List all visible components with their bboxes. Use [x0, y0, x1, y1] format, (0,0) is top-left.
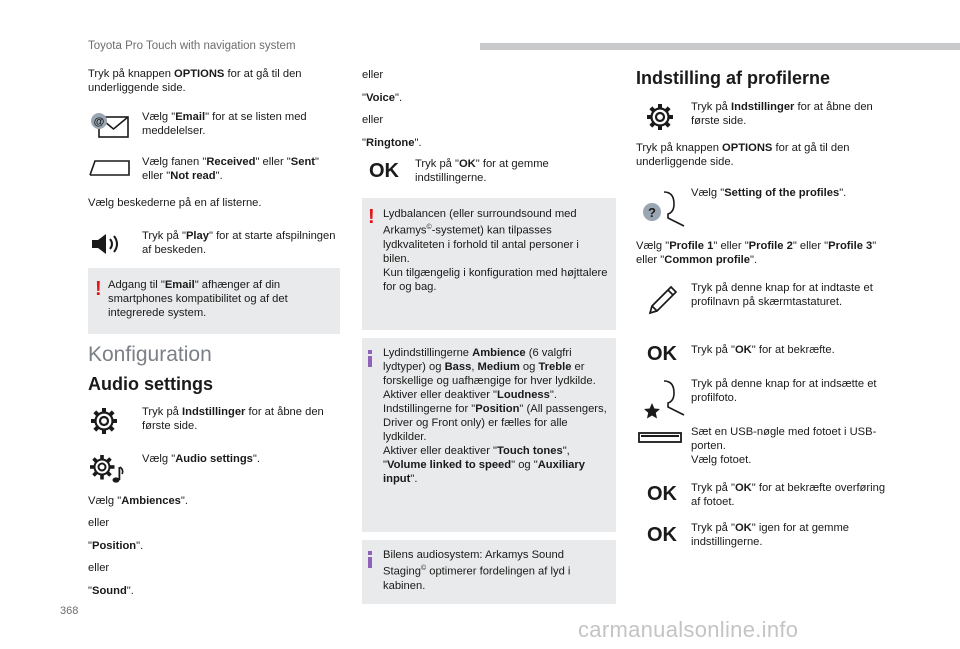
or-text: eller: [362, 114, 384, 126]
tab-instruction: Vælg fanen "Received" eller "Sent" eller "Not read".: [142, 156, 319, 182]
options-instruction: Tryk på knappen OPTIONS for at gå til den underliggende side.: [88, 68, 302, 94]
voice-option: "Voice".: [362, 92, 403, 104]
pencil-icon: [646, 283, 680, 317]
or-text: eller: [362, 69, 384, 81]
header-bar: [480, 43, 960, 50]
ok-icon: OK: [647, 343, 677, 365]
email-instruction: Vælg "Email" for at se listen med meddelelser.: [142, 111, 307, 137]
ok-save-profile-instruction: Tryk på "OK" igen for at gemme indstillingerne.: [691, 522, 849, 548]
pencil-instruction: Tryk på denne knap for at indtaste et profilnavn på skærmtastaturet.: [691, 282, 873, 308]
ok-icon: OK: [647, 524, 677, 546]
svg-text:@: @: [93, 116, 105, 128]
ok-icon: OK: [369, 160, 399, 182]
gear-icon: [646, 103, 674, 131]
position-option: "Position".: [88, 540, 144, 552]
warning-icon: !: [95, 278, 102, 300]
email-icon: [90, 112, 130, 140]
warning-icon: !: [368, 206, 375, 228]
email-warning-text: Adgang til "Email" afhænger af din smartphones kompatibilitet og af det integrerede system.: [108, 279, 288, 319]
section-heading-profiles: Indstilling af profilerne: [636, 68, 831, 88]
photo-instruction: Tryk på denne knap for at indsætte et profilfoto.: [691, 378, 877, 404]
usb-instruction: Sæt en USB-nøgle med fotoet i USB-porten. Vælg fotoet.: [691, 426, 877, 466]
tab-icon: [89, 159, 131, 177]
section-heading-konfiguration: Konfiguration: [88, 343, 212, 366]
profile-star-icon: [640, 377, 688, 421]
profile-settings-instruction: Tryk på Indstillinger for at åbne den første side.: [691, 101, 873, 127]
settings-instruction: Tryk på Indstillinger for at åbne den første side.: [142, 406, 324, 432]
svg-text:?: ?: [648, 205, 656, 220]
audio-info-text: Lydindstillingerne Ambience (6 valgfri lydtyper) og Bass, Medium og Treble er forskellige og uafhængige for hver lydkilde. Aktiver eller deaktiver "Loudness". Indstillingerne for "Position" (All passengers, Driver og Front only) er fælles for alle lydkilder. Aktiver eller deaktiver "Touch tones", "Volume linked to speed" og "Auxiliary input".: [383, 347, 607, 485]
choose-profile-instruction: Vælg "Profile 1" eller "Profile 2" eller "Profile 3" eller "Common profile".: [636, 240, 877, 266]
play-instruction: Tryk på "Play" for at starte afspilningen af beskeden.: [142, 230, 336, 256]
gear-music-icon: [90, 454, 124, 484]
profile-question-icon: [642, 188, 688, 230]
section-heading-audio-settings: Audio settings: [88, 374, 213, 394]
audio-settings-instruction: Vælg "Audio settings".: [142, 453, 260, 465]
ok-confirm-instruction: Tryk på "OK" for at bekræfte.: [691, 344, 835, 356]
profile-options-instruction: Tryk på knappen OPTIONS for at gå til den underliggende side.: [636, 142, 850, 168]
page-number: 368: [60, 605, 79, 617]
balance-warning-text: Lydbalancen (eller surroundsound med Arkamys©-systemet) kan tilpasses lydkvaliteten i forhold til antal personer i bilen. Kun tilgængelig i konfiguration med højttalere for og bag.: [383, 208, 608, 293]
or-text: eller: [88, 517, 110, 529]
speaker-icon: [90, 232, 126, 256]
arkamys-info-text: Bilens audiosystem: Arkamys Sound Staging© optimerer fordelingen af lyd i kabinen.: [383, 549, 571, 592]
setting-profiles-instruction: Vælg "Setting of the profiles".: [691, 187, 847, 199]
info-icon: [368, 350, 372, 366]
watermark: carmanualsonline.info: [578, 617, 799, 642]
ringtone-option: "Ringtone".: [362, 137, 422, 149]
ok-save-instruction: Tryk på "OK" for at gemme indstillingerne.: [415, 158, 549, 184]
ok-icon: OK: [647, 483, 677, 505]
info-icon: [368, 551, 372, 567]
gear-icon: [90, 407, 118, 435]
running-header: Toyota Pro Touch with navigation system: [88, 40, 296, 52]
usb-key-icon: [638, 432, 682, 444]
ok-photo-instruction: Tryk på "OK" for at bekræfte overføring af fotoet.: [691, 482, 886, 508]
sound-option: "Sound".: [88, 585, 134, 597]
ambiences-instruction: Vælg "Ambiences".: [88, 495, 188, 507]
choose-messages: Vælg beskederne på en af listerne.: [88, 197, 262, 209]
or-text: eller: [88, 562, 110, 574]
